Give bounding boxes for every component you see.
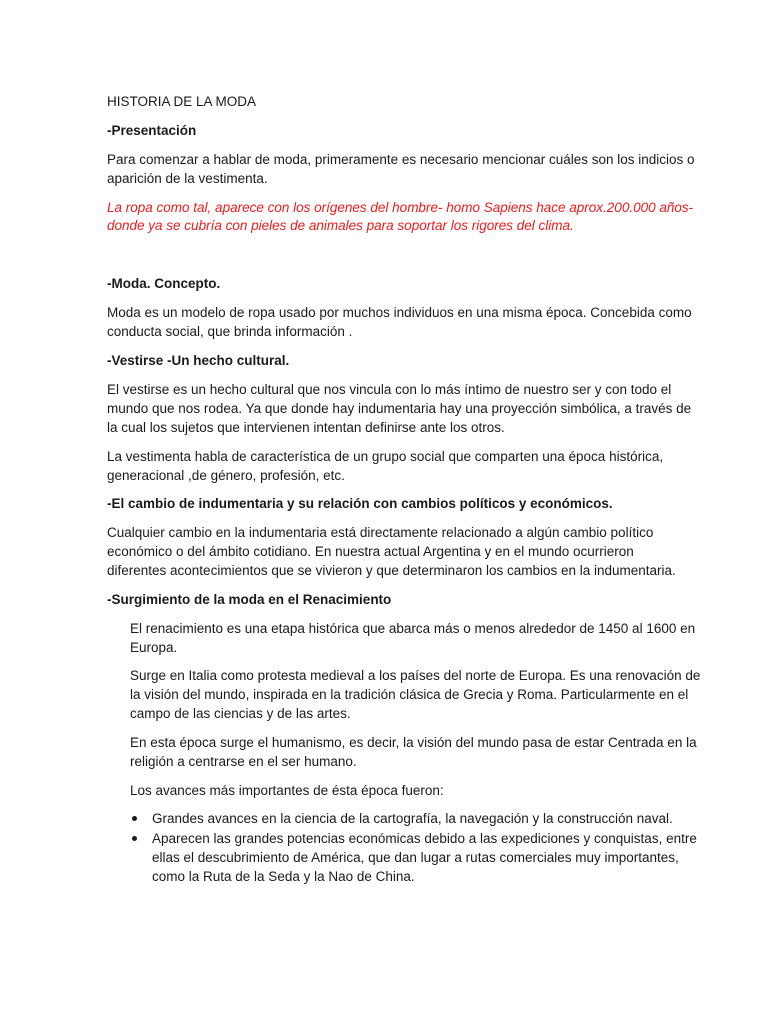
renacimiento-p2-line2: la visión del mundo, inspirada en la tradición clásica de Grecia y Roma. Particularmente en el [130, 687, 689, 702]
heading-cambio-indumentaria: -El cambio de indumentaria y su relación con cambios políticos y económicos. [107, 496, 613, 511]
vestirse-p2-line1: La vestimenta habla de característica de un grupo social que comparten una época histórica, [107, 449, 664, 464]
heading-renacimiento: -Surgimiento de la moda en el Renacimiento [107, 592, 392, 607]
vestirse-p2-line2: generacional ,de género, profesión, etc. [107, 468, 345, 483]
bullet-icon [132, 816, 137, 821]
presentacion-p1-line2: aparición de la vestimenta. [107, 171, 268, 186]
bullet-item-2-line3: como la Ruta de la Seda y la Nao de China. [152, 869, 415, 884]
bullet-icon [132, 836, 137, 841]
bullet-item-1-line1: Grandes avances en la ciencia de la cartografía, la navegación y la construcción naval. [152, 811, 673, 826]
renacimiento-p1-line2: Europa. [130, 640, 178, 655]
bullet-item-2-line1: Aparecen las grandes potencias económicas debido a las expediciones y conquistas, entre [152, 831, 697, 846]
renacimiento-p2-line3: campo de las ciencias y de las artes. [130, 706, 351, 721]
renacimiento-p1-line1: El renacimiento es una etapa histórica que abarca más o menos alrededor de 1450 al 1600 en [130, 621, 696, 636]
renacimiento-p3-line2: religión a centrarse en el ser humano. [130, 754, 357, 769]
vestirse-p1-line3: la cual los sujetos que intervienen intentan definirse ante los otros. [107, 420, 505, 435]
presentacion-highlight-line1: La ropa como tal, aparece con los orígenes del hombre- homo Sapiens hace aprox.200.000 años- [107, 200, 694, 215]
renacimiento-p2-line1: Surge en Italia como protesta medieval a los países del norte de Europa. Es una renovación de [130, 668, 701, 683]
vestirse-p1-line1: El vestirse es un hecho cultural que nos vincula con lo más íntimo de nuestro ser y con todo el [107, 382, 672, 397]
presentacion-p1-line1: Para comenzar a hablar de moda, primeramente es necesario mencionar cuáles son los indicios o [107, 152, 695, 167]
concepto-line1: Moda es un modelo de ropa usado por muchos individuos en una misma época. Concebida como [107, 305, 692, 320]
cambio-line2: económico o del ámbito cotidiano. En nuestra actual Argentina y en el mundo ocurrieron [107, 544, 634, 559]
document-title: HISTORIA DE LA MODA [107, 94, 257, 109]
cambio-line3: diferentes acontecimientos que se vivieron y que determinaron los cambios en la indumentaria. [107, 563, 676, 578]
bullet-item-2-line2: ellas el descubrimiento de América, que dan lugar a rutas comerciales muy importantes, [152, 850, 679, 865]
presentacion-highlight-line2: donde ya se cubría con pieles de animales para soportar los rigores del clima. [107, 218, 574, 233]
heading-presentacion: -Presentación [107, 123, 197, 138]
heading-vestirse: -Vestirse -Un hecho cultural. [107, 353, 290, 368]
heading-moda-concepto: -Moda. Concepto. [107, 276, 221, 291]
vestirse-p1-line2: mundo que nos rodea. Ya que donde hay indumentaria hay una proyección simbólica, a través de [107, 401, 692, 416]
concepto-line2: conducta social, que brinda información . [107, 324, 353, 339]
cambio-line1: Cualquier cambio en la indumentaria está directamente relacionado a algún cambio político [107, 525, 654, 540]
renacimiento-p4: Los avances más importantes de ésta época fueron: [130, 783, 444, 798]
renacimiento-p3-line1: En esta época surge el humanismo, es decir, la visión del mundo pasa de estar Centrada en la [130, 735, 697, 750]
